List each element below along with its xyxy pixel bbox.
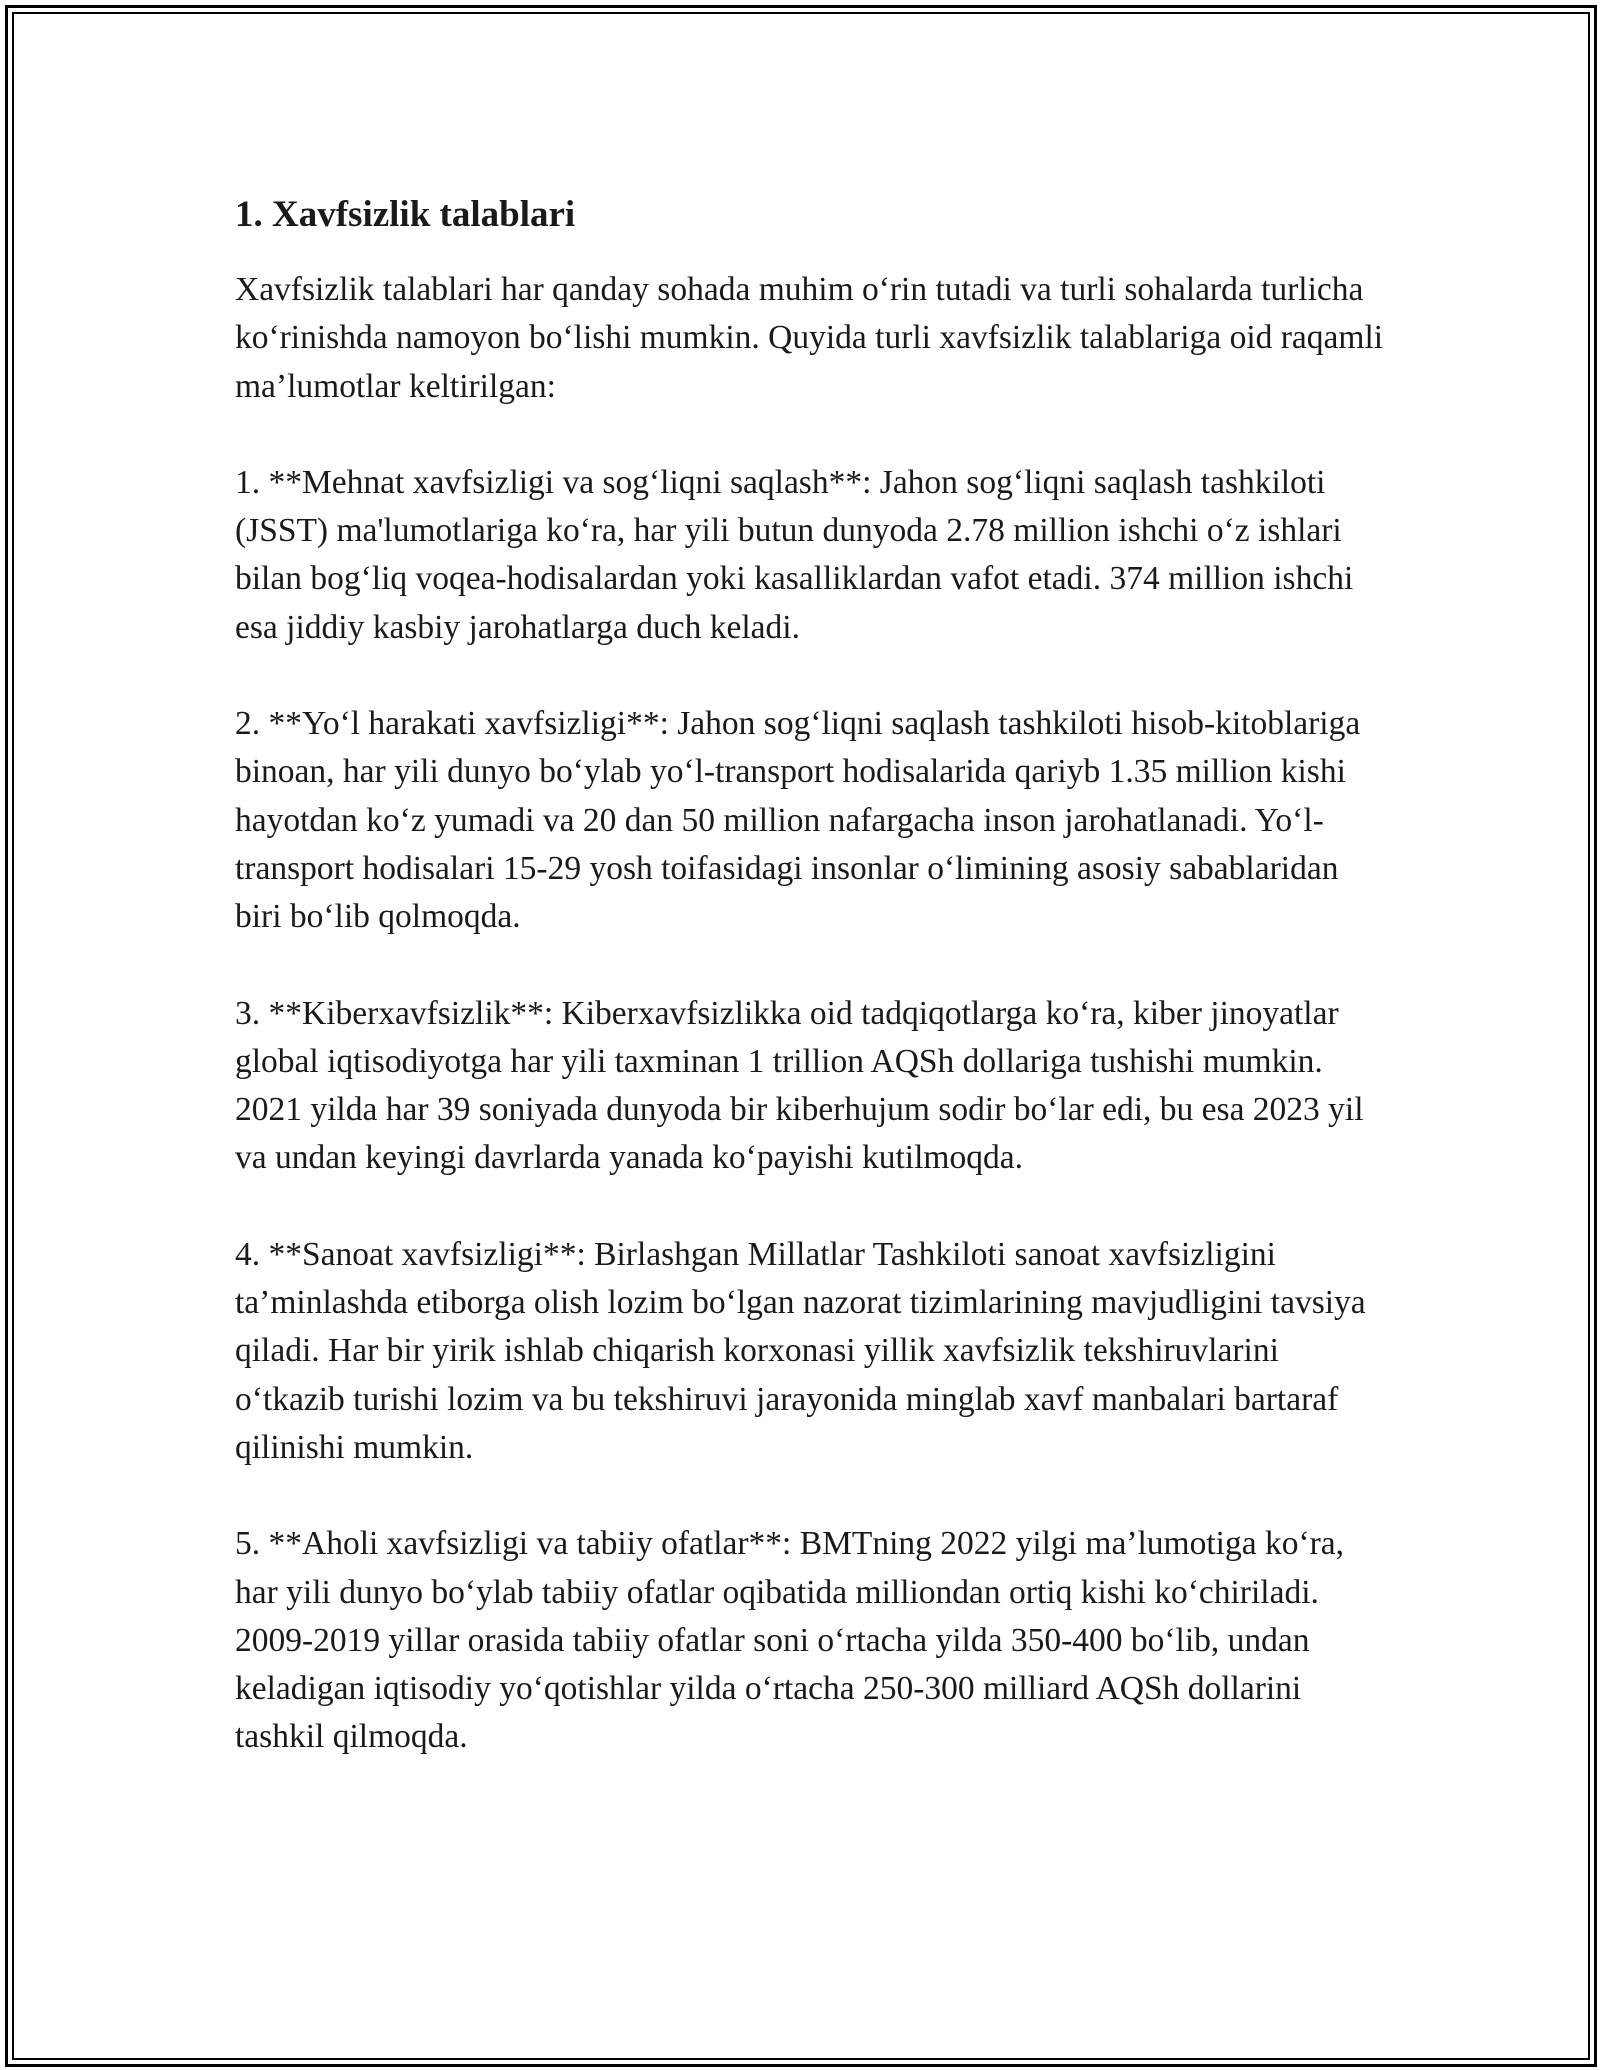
document-body: [235, 186, 1385, 1810]
intro-paragraph: Xavfsizlik talablari har qanday sohada muhim o‘rin tutadi va turli sohalarda turlicha ko‘rinishda namoyon bo‘lishi mumkin. Quyida turli xavfsizlik talablariga oid raqamli ma’lumotlar keltirilgan:: [235, 271, 1384, 405]
item-industrial-safety: 4. **Sanoat xavfsizligi**: Birlashgan Millatlar Tashkiloti sanoat xavfsizligini ta’minlashda etiborga olish lozim bo‘lgan nazorat tizimlarining mavjudligini tavsiya qiladi. Har bir yirik ishlab chiqarish korxonasi yillik xavfsizlik tekshiruvlarini o‘tkazib turishi lozim va bu tekshiruvi jarayonida minglab xavf manbalari bartaraf qilinishi mumkin.: [235, 1235, 1366, 1466]
item-cybersecurity: 3. **Kiberxavfsizlik**: Kiberxavfsizlikka oid tadqiqotlarga ko‘ra, kiber jinoyatlar global iqtisodiyotga har yili taxminan 1 trillion AQSh dollariga tushishi mumkin. 2021 yilda har 39 soniyada dunyoda bir kiberhujum sodir bo‘lar edi, bu esa 2023 yil va undan keyingi davrlarda yanada ko‘payishi kutilmoqda.: [235, 994, 1364, 1177]
item-road-safety: 2. **Yo‘l harakati xavfsizligi**: Jahon sog‘liqni saqlash tashkiloti hisob-kitoblariga binoan, har yili dunyo bo‘ylab yo‘l-transport hodisalarida qariyb 1.35 million kishi hayotdan ko‘z yumadi va 20 dan 50 million nafargacha inson jarohatlanadi. Yo‘l-transport hodisalari 15-29 yosh toifasidagi insonlar o‘limining asosiy sabablaridan biri bo‘lib qolmoqda.: [235, 705, 1361, 936]
section-title: 1. Xavfsizlik talablari: [235, 194, 576, 235]
item-occupational-safety: 1. **Mehnat xavfsizligi va sog‘liqni saqlash**: Jahon sog‘liqni saqlash tashkiloti (JSST) ma'lumotlariga ko‘ra, har yili butun dunyoda 2.78 million ishchi o‘z ishlari bilan bog‘liq voqea-hodisalardan yoki kasalliklardan vafot etadi. 374 million ishchi esa jiddiy kasbiy jarohatlarga duch keladi.: [235, 463, 1354, 646]
item-natural-disasters: 5. **Aholi xavfsizligi va tabiiy ofatlar**: BMTning 2022 yilgi ma’lumotiga ko‘ra, har yili dunyo bo‘ylab tabiiy ofatlar oqibatida milliondan ortiq kishi ko‘chiriladi. 2009-2019 yillar orasida tabiiy ofatlar soni o‘rtacha yilda 350-400 bo‘lib, undan keladigan iqtisodiy yo‘qotishlar yilda o‘rtacha 250-300 milliard AQSh dollarini tashkil qilmoqda.: [235, 1525, 1345, 1756]
